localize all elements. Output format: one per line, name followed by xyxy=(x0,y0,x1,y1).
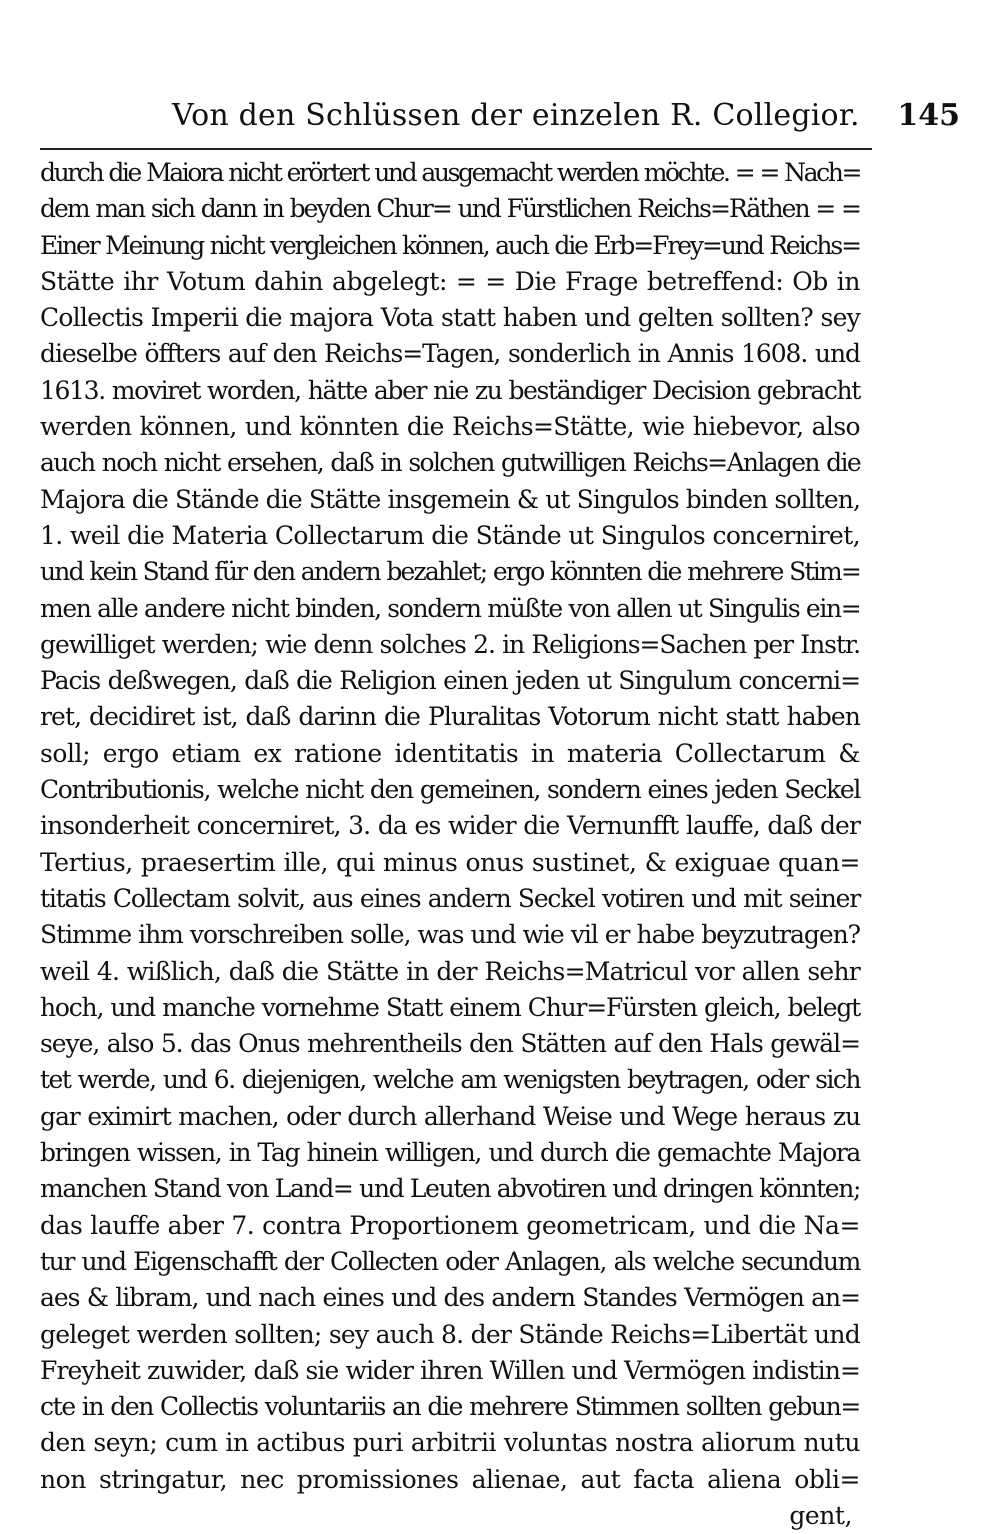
text-line: den seyn; cum in actibus puri arbitrii voluntas nostra aliorum nutu xyxy=(40,1428,860,1458)
text-line: hoch, und manche vornehme Statt einem Chur=Fürsten gleich, belegt xyxy=(40,992,860,1022)
text-line: seye, also 5. das Onus mehrentheils den Stätten auf den Hals gewäl= xyxy=(40,1029,860,1059)
text-line: titatis Collectam solvit, aus eines andern Seckel votiren und mit seiner xyxy=(40,883,860,913)
text-line: durch die Maiora nicht erörtert und ausgemacht werden möchte. = = Nach= xyxy=(40,158,860,187)
page-header xyxy=(40,88,960,144)
text-line: bringen wissen, in Tag hinein willigen, und durch die gemachte Majora xyxy=(40,1138,860,1168)
text-line: tet werde, und 6. diejenigen, welche am wenigsten beytragen, oder sich xyxy=(40,1065,860,1095)
text-line: insonderheit concerniret, 3. da es wider die Vernunfft lauffe, daß der xyxy=(40,811,860,841)
text-line: cte in den Collectis voluntariis an die mehrere Stimmen sollten gebun= xyxy=(40,1392,860,1422)
text-line: soll; ergo etiam ex ratione identitatis in materia Collectarum & xyxy=(40,738,860,768)
text-line: gewilliget werden; wie denn solches 2. in Religions=Sachen per Instr. xyxy=(40,629,860,659)
text-line: gar eximirt machen, oder durch allerhand Weise und Wege heraus zu xyxy=(40,1101,860,1131)
text-line: dieselbe öffters auf den Reichs=Tagen, sonderlich in Annis 1608. und xyxy=(40,339,860,369)
text-line: tur und Eigenschafft der Collecten oder Anlagen, als welche secundum xyxy=(40,1246,860,1276)
body-text xyxy=(40,155,860,1534)
text-line: Contributionis, welche nicht den gemeinen, sondern eines jeden Seckel xyxy=(40,775,860,805)
text-line: 1. weil die Materia Collectarum die Stände ut Singulos concerniret, xyxy=(40,520,860,550)
text-line: manchen Stand von Land= und Leuten abvotiren und dringen könnten; xyxy=(40,1174,861,1204)
text-line: Einer Meinung nicht vergleichen können, auch die Erb=Frey=und Reichs= xyxy=(40,230,860,260)
text-line: Pacis deßwegen, daß die Religion einen jeden ut Singulum concerni= xyxy=(40,666,860,696)
text-line: ret, decidiret ist, daß darinn die Pluralitas Votorum nicht statt haben xyxy=(40,702,860,732)
text-line: weil 4. wißlich, daß die Stätte in der Reichs=Matricul vor allen sehr xyxy=(40,956,860,986)
text-line: auch noch nicht ersehen, daß in solchen gutwilligen Reichs=Anlagen die xyxy=(40,448,860,478)
text-line: Freyheit zuwider, daß sie wider ihren Willen und Vermögen indistin= xyxy=(40,1355,860,1385)
text-line: aes & libram, und nach eines und des andern Standes Vermögen an= xyxy=(40,1283,860,1313)
header-rule xyxy=(40,148,872,150)
catchword: gent, xyxy=(789,1500,852,1530)
text-line: non stringatur, nec promissiones alienae, aut facta aliena obli= xyxy=(40,1464,860,1494)
text-line: dem man sich dann in beyden Chur= und Fürstlichen Reichs=Räthen = = xyxy=(40,194,860,224)
running-head: Von den Schlüssen der einzelen R. Collegior. xyxy=(172,98,860,133)
text-line: werden können, und könnten die Reichs=Stätte, wie hiebevor, also xyxy=(40,412,860,442)
text-line: geleget werden sollten; sey auch 8. der Stände Reichs=Libertät und xyxy=(40,1319,860,1349)
page-number: 145 xyxy=(897,98,960,133)
text-line: Tertius, praesertim ille, qui minus onus sustinet, & exiguae quan= xyxy=(40,847,860,877)
text-line: Stimme ihm vorschreiben solle, was und wie vil er habe beyzutragen? xyxy=(40,920,860,950)
text-line: men alle andere nicht binden, sondern müßte von allen ut Singulis ein= xyxy=(40,593,861,623)
text-line: Collectis Imperii die majora Vota statt haben und gelten sollten? sey xyxy=(40,303,860,333)
text-line: und kein Stand für den andern bezahlet; ergo könnten die mehrere Stim= xyxy=(40,557,860,587)
text-line: Stätte ihr Votum dahin abgelegt: = = Die Frage betreffend: Ob in xyxy=(40,266,860,296)
text-line: das lauffe aber 7. contra Proportionem geometricam, und die Na= xyxy=(40,1210,860,1240)
text-line: 1613. moviret worden, hätte aber nie zu beständiger Decision gebracht xyxy=(40,375,860,405)
text-line: Majora die Stände die Stätte insgemein & ut Singulos binden sollten, xyxy=(40,484,860,514)
